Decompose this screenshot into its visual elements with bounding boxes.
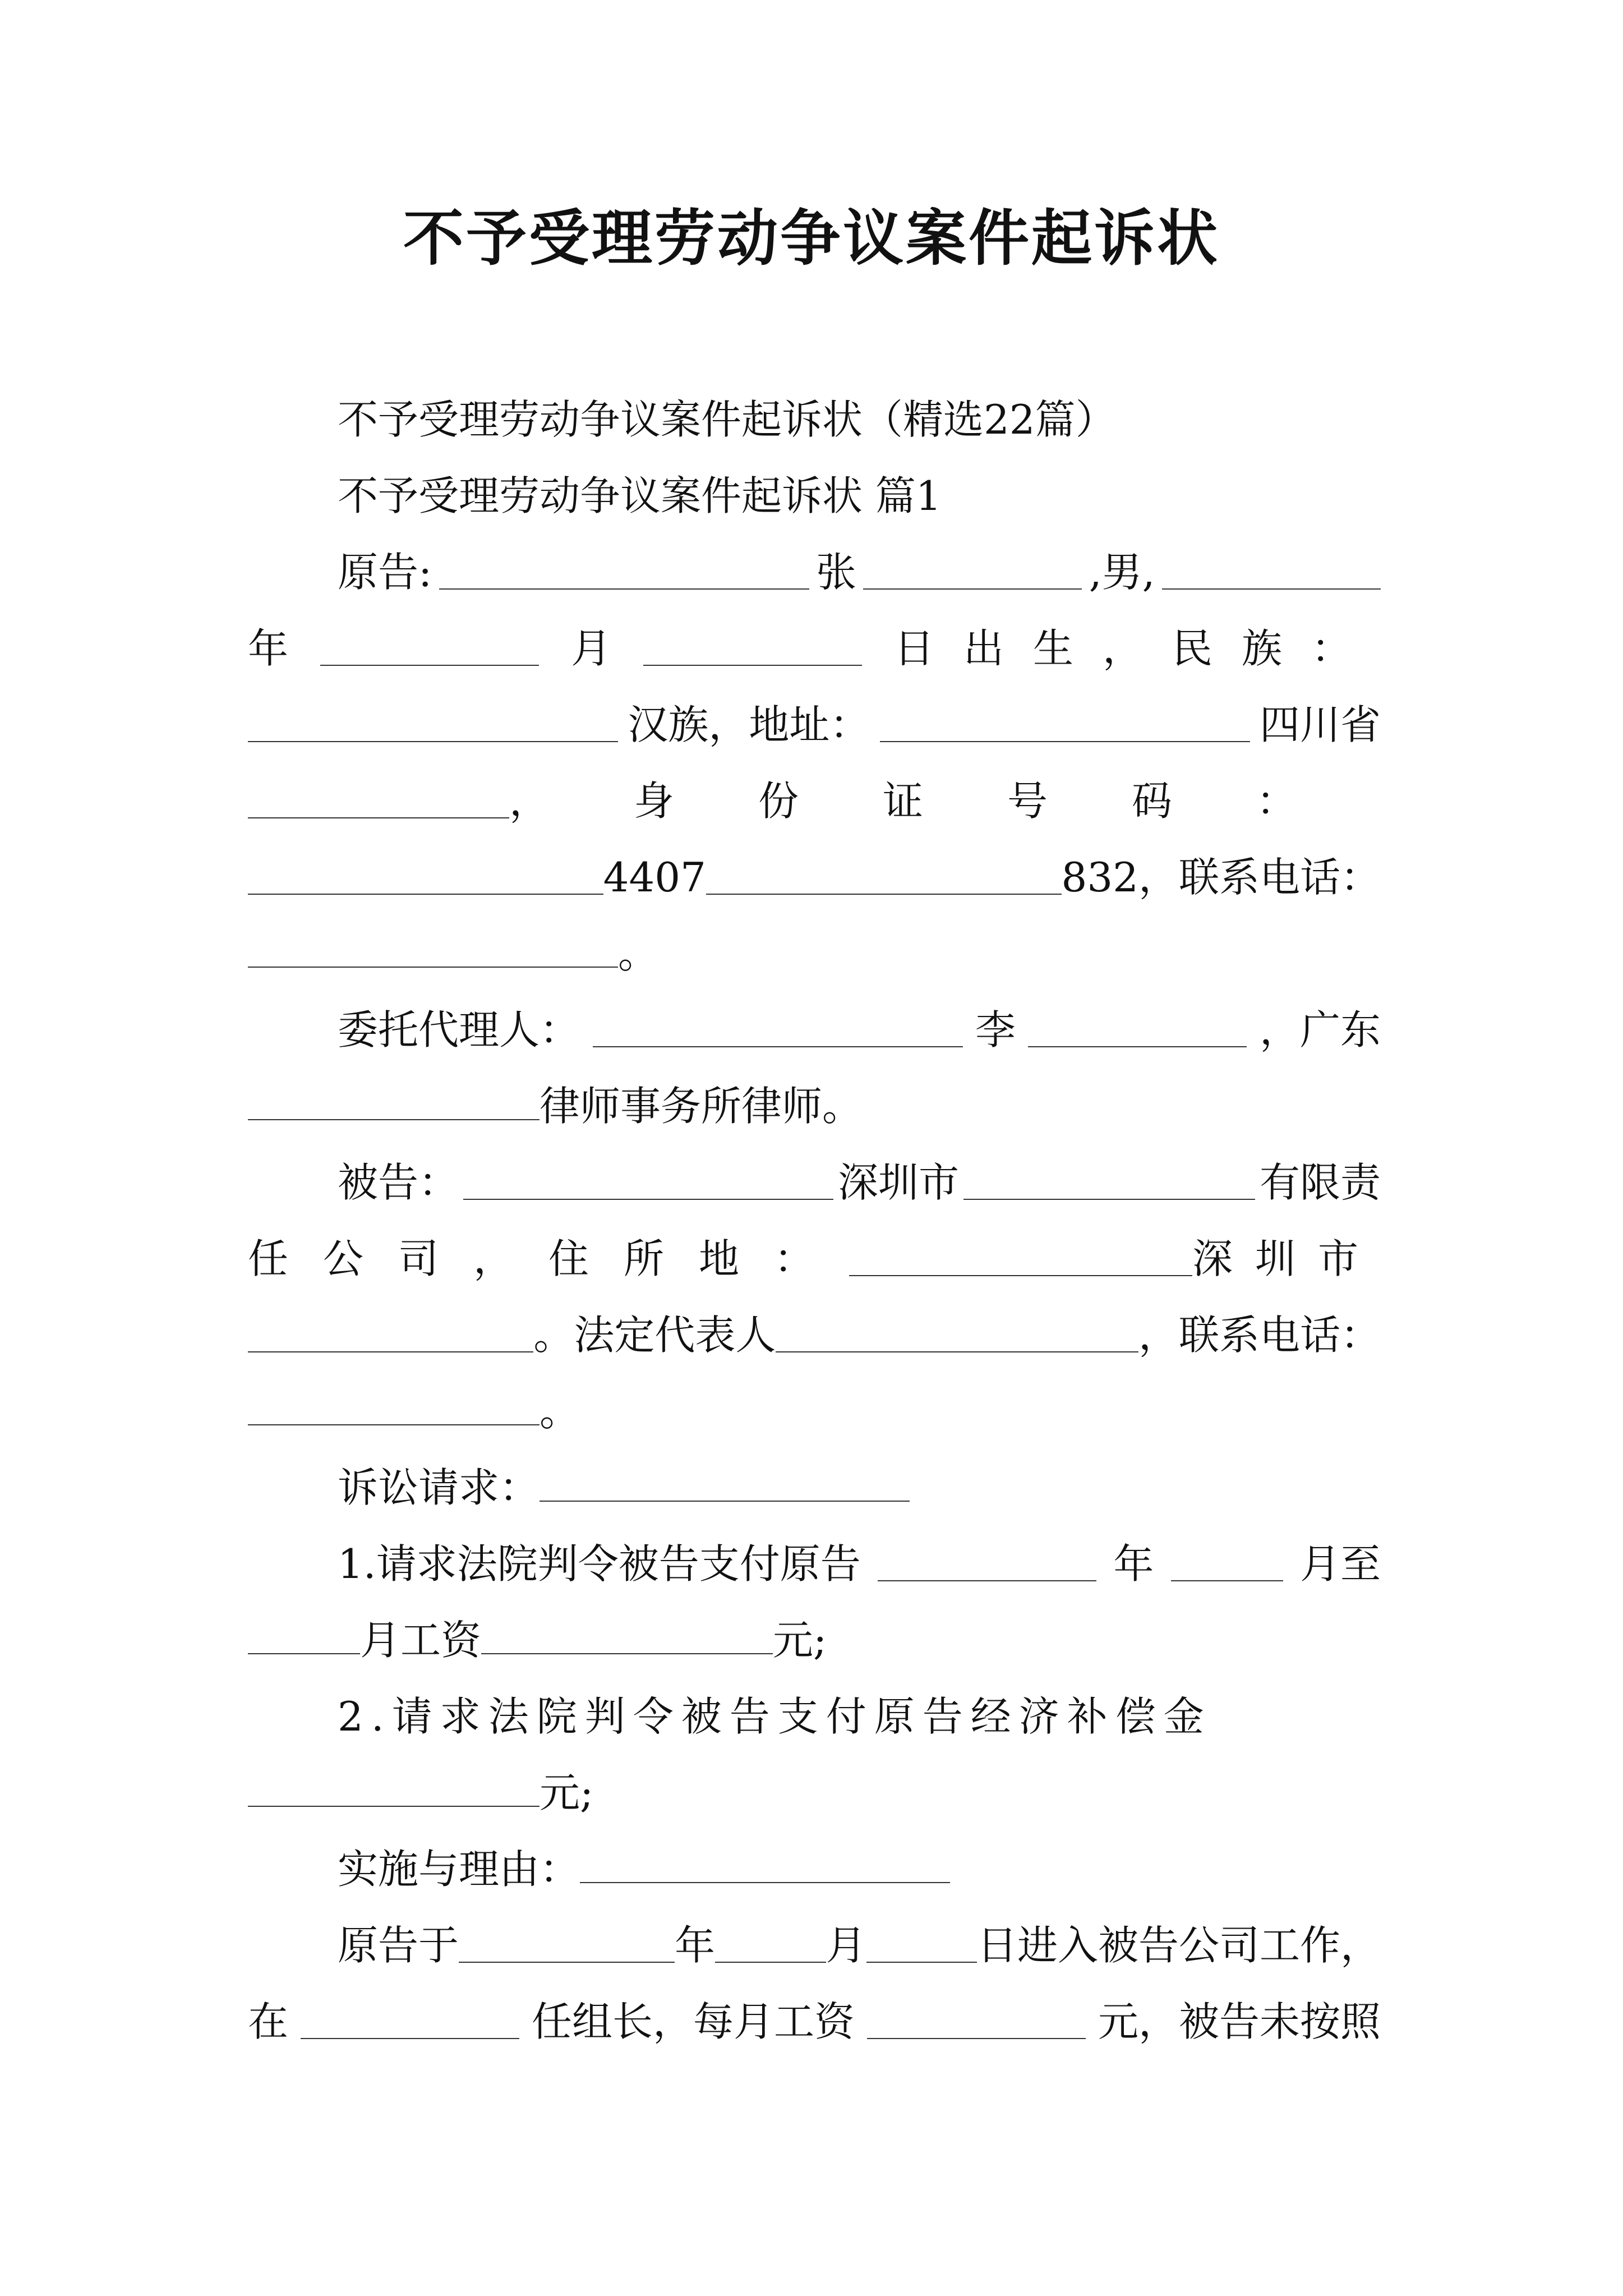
blank-field[interactable] xyxy=(248,1318,533,1352)
blank-field[interactable] xyxy=(320,631,539,666)
blank-field[interactable] xyxy=(248,1391,540,1425)
blank-field[interactable] xyxy=(481,1619,773,1654)
claim-1-line-1 xyxy=(338,1526,1381,1602)
defendant-end: 。 xyxy=(540,1388,580,1435)
claim-2-yuan: 元; xyxy=(540,1769,594,1816)
defendant-line-1 xyxy=(338,1144,1381,1221)
plaintiff-gender: ,男, xyxy=(1089,549,1155,596)
blank-field[interactable] xyxy=(880,707,1250,742)
claims-label: 诉讼请求： xyxy=(338,1464,540,1511)
plaintiff-surname: 张 xyxy=(816,549,857,596)
plaintiff-year: 年 xyxy=(248,625,289,672)
plaintiff-line-2 xyxy=(248,610,1381,687)
facts-line-2 xyxy=(248,1984,1381,2060)
blank-field[interactable] xyxy=(776,1318,1138,1352)
blank-field[interactable] xyxy=(715,1928,826,1963)
blank-field[interactable] xyxy=(439,555,809,590)
agent-surname: 李 xyxy=(975,1006,1016,1053)
facts-p1-day: 日进入被告公司工作， xyxy=(976,1922,1381,1969)
section-heading-line xyxy=(338,458,1381,534)
blank-field[interactable] xyxy=(963,1165,1255,1200)
blank-field[interactable] xyxy=(867,2004,1086,2039)
claim-1-month: 月至 xyxy=(1299,1540,1381,1588)
claim-2-line-1 xyxy=(338,1678,1381,1755)
agent-label: 委托代理人： xyxy=(338,1006,580,1053)
plaintiff-line-3 xyxy=(248,687,1381,763)
facts-p1-year: 年 xyxy=(675,1922,716,1969)
blank-field[interactable] xyxy=(248,1772,540,1807)
claim-1-year: 年 xyxy=(1113,1540,1154,1588)
blank-field[interactable] xyxy=(248,1619,360,1654)
blank-field[interactable] xyxy=(1028,1013,1247,1047)
plaintiff-line-6 xyxy=(248,915,1381,992)
facts-p1-month: 月 xyxy=(826,1922,866,1969)
plaintiff-id-start: 4407 xyxy=(603,854,706,901)
blank-field[interactable] xyxy=(1162,555,1381,590)
blank-field[interactable] xyxy=(459,1928,675,1963)
defendant-label: 被告： xyxy=(338,1159,459,1206)
claim-2-line-2 xyxy=(248,1755,1381,1831)
blank-field[interactable] xyxy=(248,933,618,968)
claim-1-text: 1.请求法院判令被告支付原告 xyxy=(338,1540,861,1588)
defendant-city: 深圳市 xyxy=(837,1159,959,1206)
blank-field[interactable] xyxy=(248,860,603,895)
facts-label: 实施与理由： xyxy=(338,1846,580,1893)
plaintiff-month: 月 xyxy=(570,625,611,672)
claim-1-line-2 xyxy=(248,1602,1381,1678)
blank-field[interactable] xyxy=(1171,1547,1283,1581)
facts-p2-b: 任组长，每月工资 xyxy=(531,1998,855,2045)
facts-p1-a: 原告于 xyxy=(338,1922,459,1969)
section-heading: 不予受理劳动争议案件起诉状 篇1 xyxy=(338,472,942,519)
subtitle-line xyxy=(338,381,1381,458)
agent-line-1 xyxy=(338,992,1381,1068)
blank-field[interactable] xyxy=(463,1165,833,1200)
facts-p2-a: 在 xyxy=(248,1998,289,2045)
defendant-line-2 xyxy=(248,1221,1381,1297)
blank-field[interactable] xyxy=(706,860,1062,895)
plaintiff-line-4 xyxy=(248,763,1381,839)
blank-field[interactable] xyxy=(849,1241,1192,1276)
agent-line-2 xyxy=(248,1068,1381,1144)
plaintiff-ethnicity: 汉族，地址： xyxy=(628,701,870,748)
plaintiff-line-1 xyxy=(338,534,1381,610)
blank-field[interactable] xyxy=(248,784,509,818)
facts-line-1 xyxy=(338,1907,1381,1984)
blank-field[interactable] xyxy=(248,707,618,742)
defendant-phone: ，联系电话： xyxy=(1138,1312,1381,1359)
defendant-company-b: 任公司，住所地： xyxy=(248,1235,850,1282)
plaintiff-label: 原告: xyxy=(338,549,432,596)
defendant-company-a: 有限责 xyxy=(1259,1159,1381,1206)
defendant-rep: 。法定代表人 xyxy=(533,1312,776,1359)
blank-field[interactable] xyxy=(248,1085,540,1120)
plaintiff-province: 四川省 xyxy=(1259,701,1381,748)
blank-field[interactable] xyxy=(540,1467,910,1502)
claim-1-wage: 月工资 xyxy=(360,1617,482,1664)
plaintiff-birth: 日出生，民族： xyxy=(893,625,1381,672)
blank-field[interactable] xyxy=(301,2004,519,2039)
plaintiff-line-5 xyxy=(248,839,1381,915)
agent-firm: 律师事务所律师。 xyxy=(540,1083,863,1130)
defendant-line-4 xyxy=(248,1373,1381,1450)
claim-2-text: 2.请求法院判令被告支付原告经济补偿金 xyxy=(338,1693,1212,1740)
blank-field[interactable] xyxy=(643,631,862,666)
blank-field[interactable] xyxy=(863,555,1082,590)
blank-field[interactable] xyxy=(866,1928,977,1963)
subtitle: 不予受理劳动争议案件起诉状（精选22篇） xyxy=(338,396,1116,443)
claim-1-yuan: 元; xyxy=(773,1617,827,1664)
blank-field[interactable] xyxy=(580,1848,950,1883)
blank-field[interactable] xyxy=(878,1547,1096,1581)
facts-p2-c: 元，被告未按照 xyxy=(1098,1998,1381,2045)
defendant-address-city: 深圳市 xyxy=(1192,1235,1381,1282)
agent-province: ，广东 xyxy=(1259,1006,1381,1053)
defendant-line-3 xyxy=(248,1297,1381,1373)
plaintiff-id-end: 832，联系电话： xyxy=(1061,854,1381,901)
facts-label-line xyxy=(338,1831,1381,1907)
document-title: 不予受理劳动争议案件起诉状 xyxy=(403,203,1220,274)
plaintiff-id-prefix: ，身份证号码： xyxy=(509,777,1381,825)
claims-label-line xyxy=(338,1450,1381,1526)
blank-field[interactable] xyxy=(593,1013,963,1047)
plaintiff-end: 。 xyxy=(618,930,659,977)
